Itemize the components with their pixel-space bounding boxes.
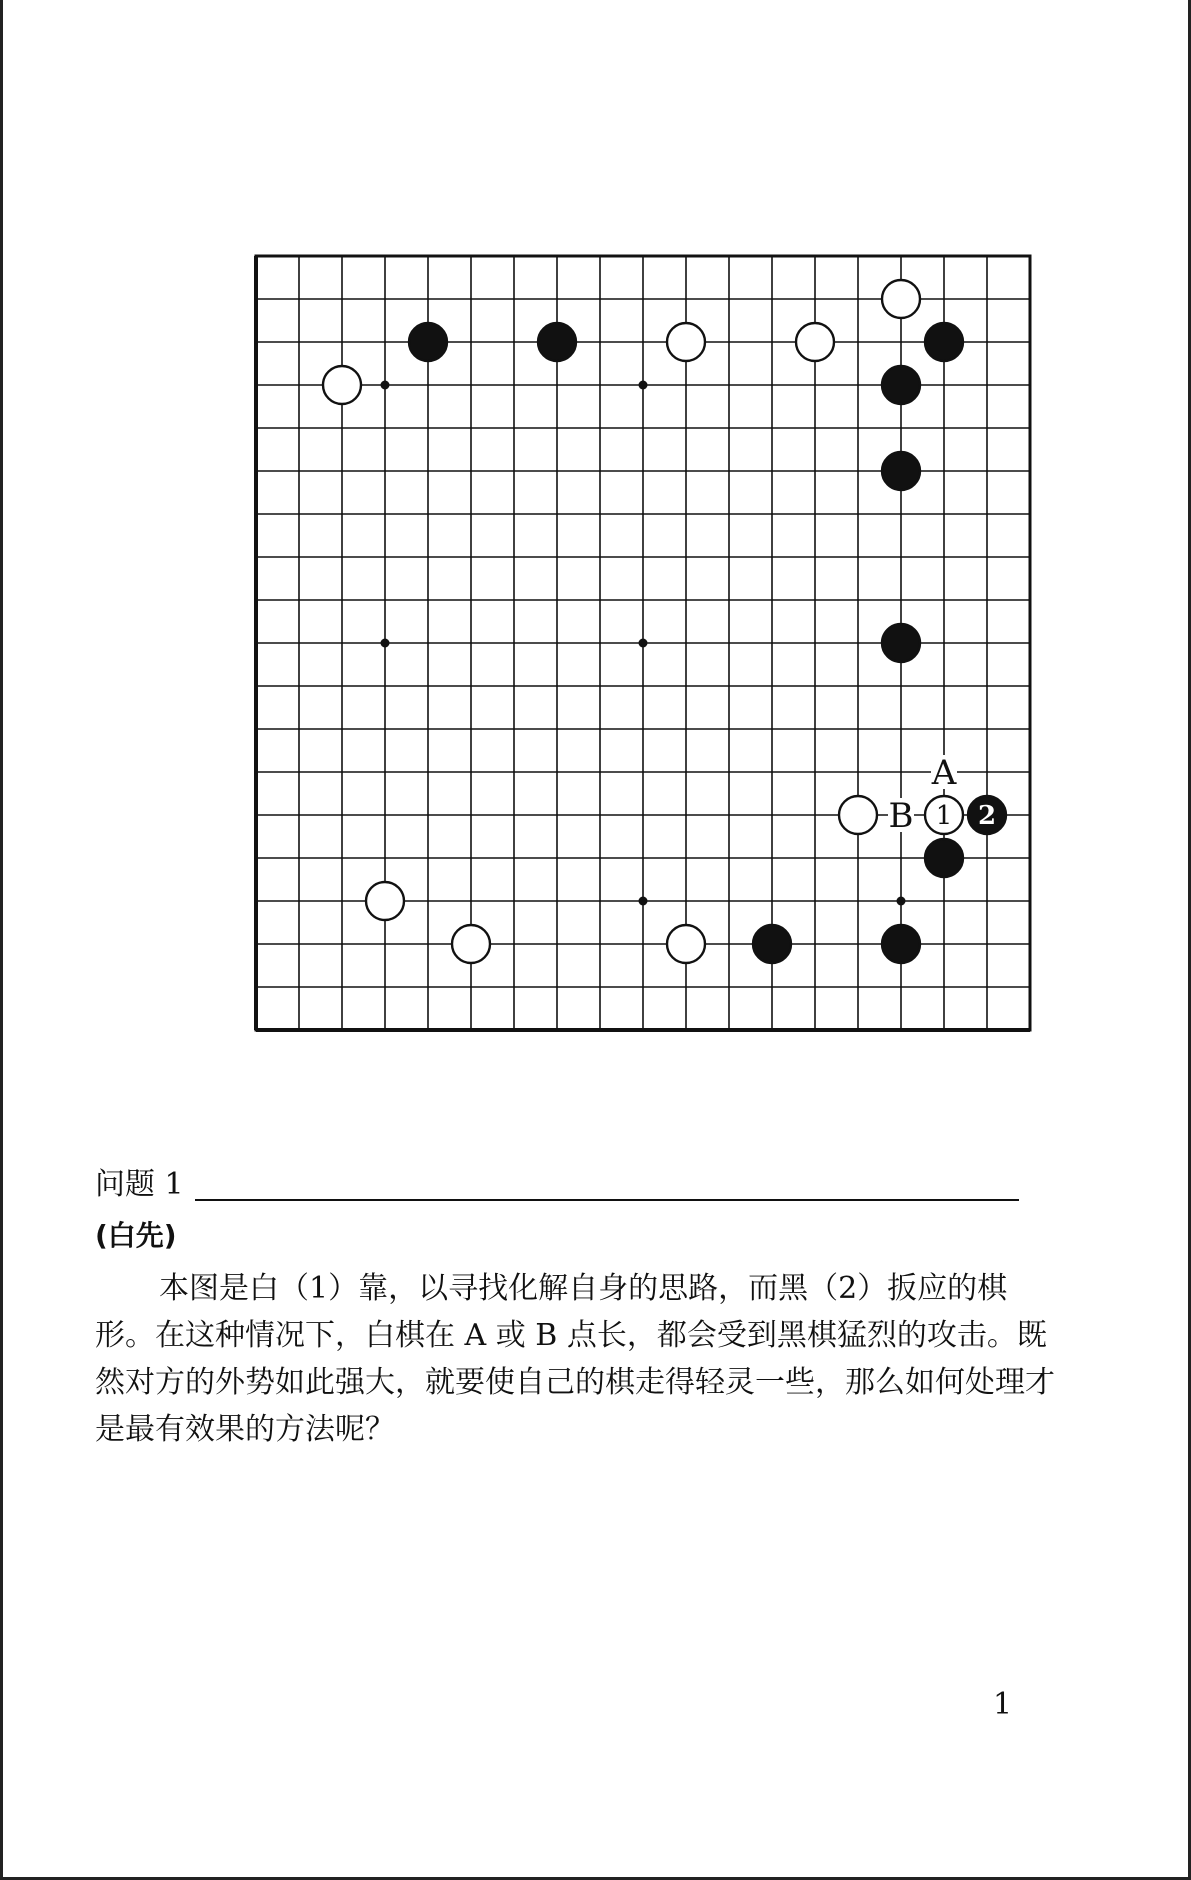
problem-header [95, 1165, 1020, 1205]
page-number: 1 [993, 1687, 1013, 1722]
problem-body-text: 本图是白（1）靠，以寻找化解自身的思路，而黑（2）扳应的棋形。在这种情况下，白棋在 A 或 B 点长，都会受到黑棋猛烈的攻击。既然对方的外势如此强大，就要使自己的棋走得轻灵一些，那么如何处理才是最有效果的方法呢？ [95, 1271, 1055, 1447]
white-stone [667, 925, 705, 963]
problem-title: 问题 1 [95, 1167, 184, 1202]
white-stone [323, 366, 361, 404]
black-stone [925, 839, 963, 877]
black-stone [968, 796, 1006, 834]
black-stone [882, 452, 920, 490]
problem-subtitle: (白先) [95, 1219, 177, 1252]
go-board-diagram [240, 240, 1040, 1040]
white-stone [796, 323, 834, 361]
black-stone [753, 925, 791, 963]
white-stone [925, 796, 963, 834]
title-underline [195, 1199, 1019, 1201]
black-stone [538, 323, 576, 361]
white-stone [667, 323, 705, 361]
point-label-text: B [888, 796, 914, 836]
hoshi-point [639, 639, 648, 648]
stone-move-number: 1 [935, 801, 953, 831]
hoshi-point [897, 897, 906, 906]
point-label [931, 753, 957, 793]
black-stone [882, 366, 920, 404]
hoshi-point [381, 381, 390, 390]
black-stone [925, 323, 963, 361]
white-stone [839, 796, 877, 834]
hoshi-point [381, 639, 390, 648]
white-stone [452, 925, 490, 963]
point-label [888, 796, 914, 836]
black-stone [882, 925, 920, 963]
white-stone [366, 882, 404, 920]
stone-move-number: 2 [977, 801, 997, 831]
stones [323, 280, 1006, 963]
point-label-text: A [931, 753, 957, 793]
black-stone [409, 323, 447, 361]
black-stone [882, 624, 920, 662]
hoshi-point [639, 897, 648, 906]
problem-body [95, 1265, 1065, 1453]
white-stone [882, 280, 920, 318]
hoshi-point [639, 381, 648, 390]
